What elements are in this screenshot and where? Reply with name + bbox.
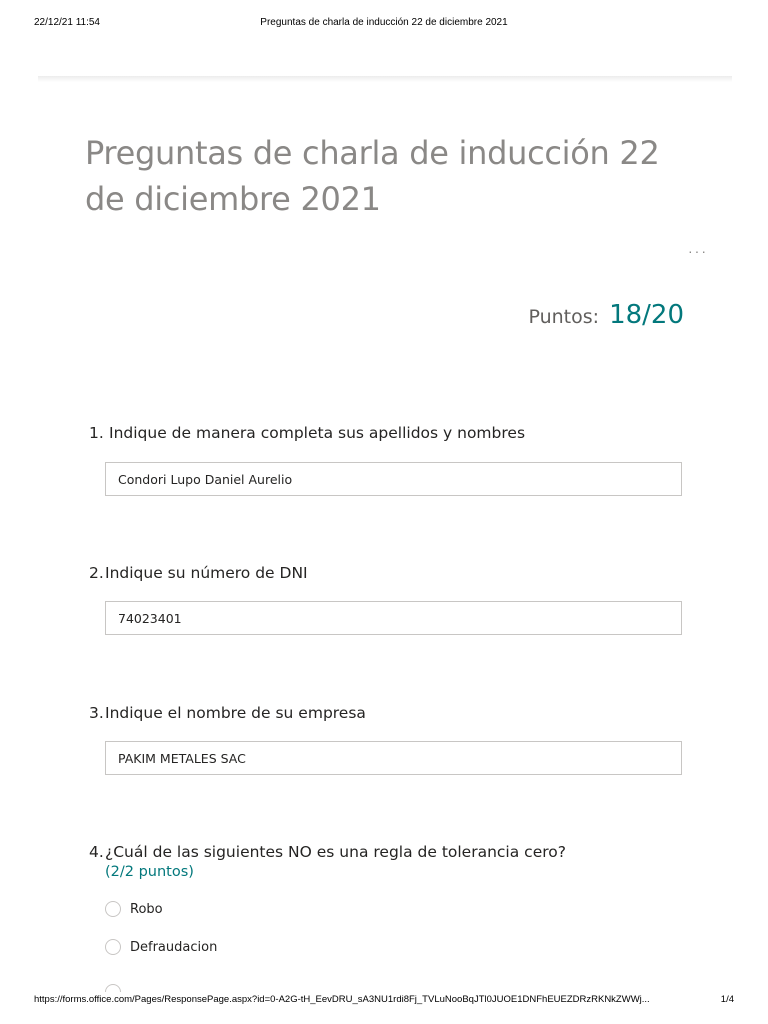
question-text: ¿Cuál de las siguientes NO es una regla de tolerancia cero? xyxy=(105,843,566,861)
question-4-title xyxy=(89,842,689,862)
question-1 xyxy=(89,423,689,443)
score-label: Puntos: xyxy=(528,306,600,328)
answer-field-2[interactable]: 74023401 xyxy=(105,601,682,635)
print-datetime: 22/12/21 11:54 xyxy=(34,17,100,28)
option-label: Defraudacion xyxy=(130,939,218,955)
ellipsis-icon[interactable]: ··· xyxy=(688,243,708,259)
answer-field-3[interactable]: PAKIM METALES SAC xyxy=(105,741,682,775)
question-number: 3. xyxy=(89,704,104,722)
score-value: 18/20 xyxy=(609,300,684,330)
question-text: Indique su número de DNI xyxy=(105,564,308,582)
print-page-number: 1/4 xyxy=(720,994,734,1005)
answer-field-1[interactable]: Condori Lupo Daniel Aurelio xyxy=(105,462,682,496)
form-top-shadow xyxy=(38,76,732,82)
question-number: 1. xyxy=(89,424,104,442)
question-3-title xyxy=(89,703,689,723)
question-2-title xyxy=(89,563,689,583)
form-title: Preguntas de charla de inducción 22 de diciembre 2021 xyxy=(85,134,660,218)
question-3 xyxy=(89,703,689,723)
option-label: Robo xyxy=(130,901,163,917)
print-doc-title: Preguntas de charla de inducción 22 de diciembre 2021 xyxy=(260,17,508,28)
question-1-title xyxy=(89,423,689,443)
radio-icon[interactable] xyxy=(105,984,121,992)
score xyxy=(528,300,684,330)
question-2 xyxy=(89,563,689,583)
option-defraudacion[interactable] xyxy=(105,939,217,955)
question-number: 4. xyxy=(89,843,104,861)
radio-icon[interactable] xyxy=(105,939,121,955)
question-points: (2/2 puntos) xyxy=(105,864,194,880)
question-number: 2. xyxy=(89,564,104,582)
question-text: Indique el nombre de su empresa xyxy=(105,704,366,722)
print-url: https://forms.office.com/Pages/ResponsePage.aspx?id=0-A2G-tH_EevDRU_sA3NU1rdi8Fj_TVLuNooBqJTl0JUOE1DNFhEUEZDRzRKNkZWWj... xyxy=(34,994,650,1005)
question-4 xyxy=(89,842,689,880)
radio-icon[interactable] xyxy=(105,901,121,917)
option-robo[interactable] xyxy=(105,901,163,917)
question-text: Indique de manera completa sus apellidos y nombres xyxy=(109,424,526,442)
